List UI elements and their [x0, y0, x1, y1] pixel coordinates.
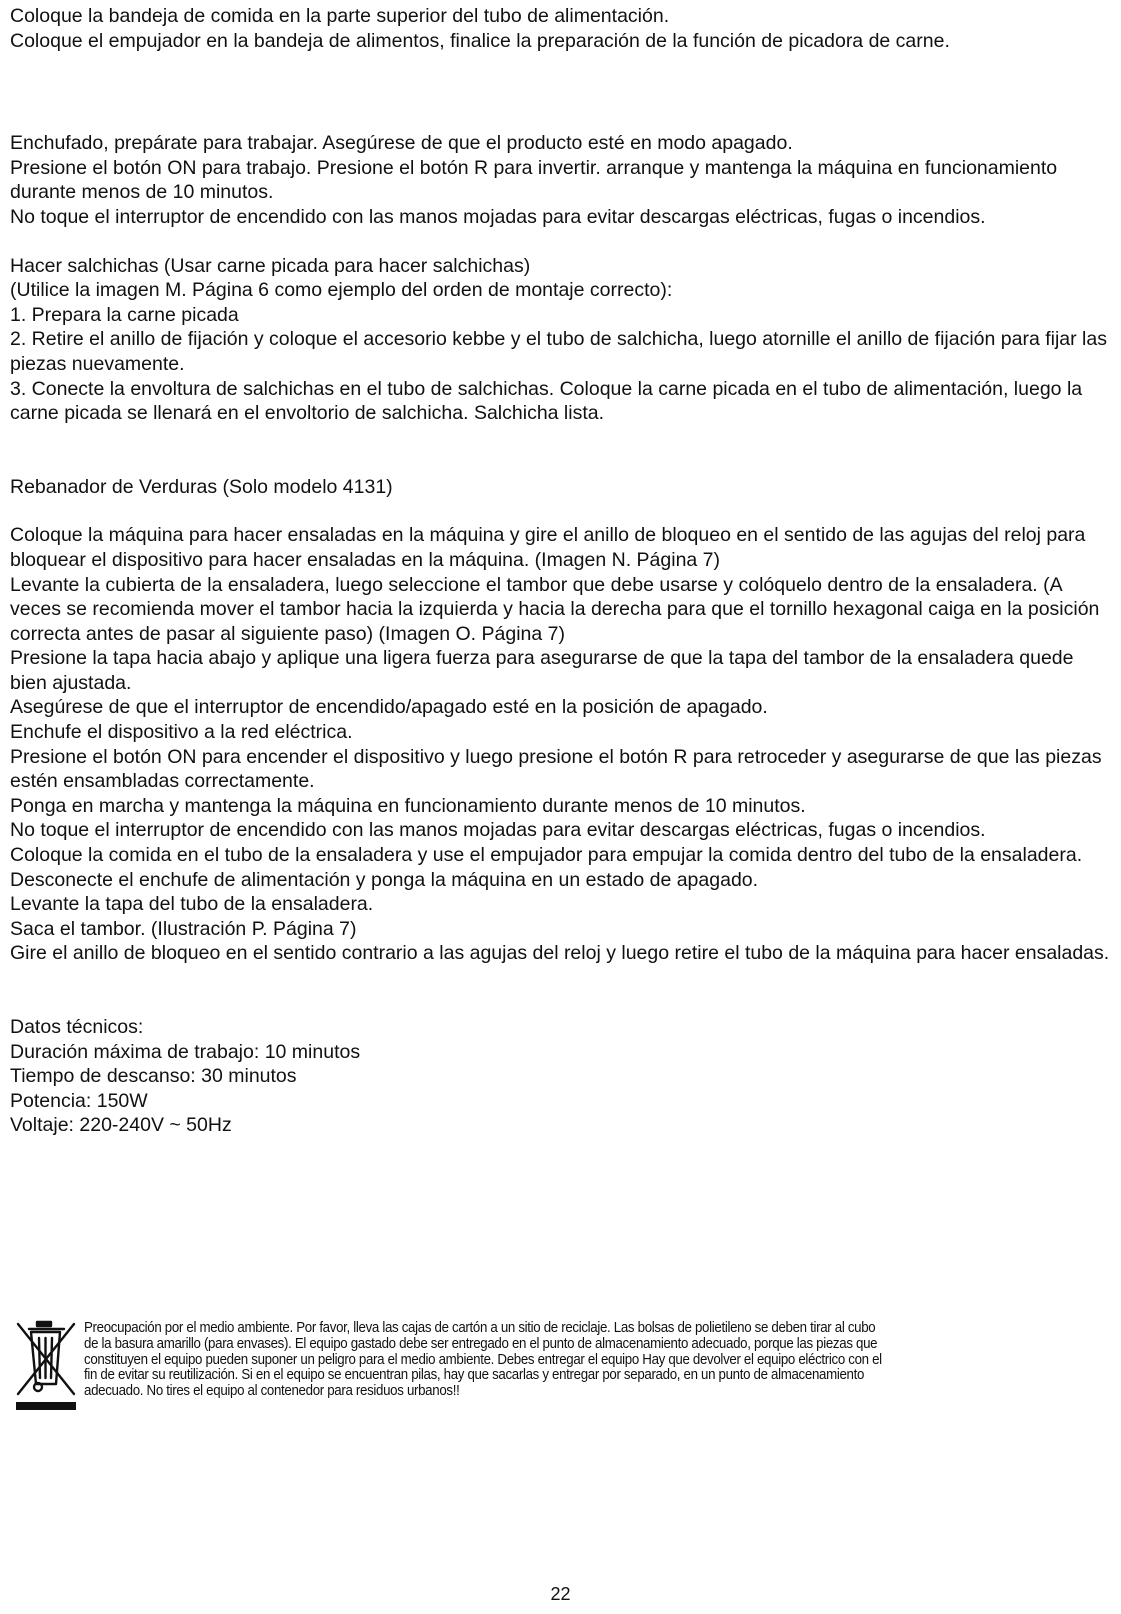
- slicer-paragraph: Saca el tambor. (Ilustración P. Página 7): [10, 917, 357, 940]
- slicer-paragraph: Presione la tapa hacia abajo y aplique una ligera fuerza para asegurarse de que la tapa del tambor de la ensaladera quede bien ajustada.: [10, 647, 1074, 694]
- manual-page: [10, 4, 1110, 1138]
- sausage-step: 2. Retire el anillo de fijación y coloque el accesorio kebbe y el tubo de salchicha, luego atornille el anillo de fijación para fijar las piezas nuevamente.: [10, 328, 1107, 375]
- slicer-paragraph: Levante la cubierta de la ensaladera, luego seleccione el tambor que debe usarse y colóquelo dentro de la ensaladera. (A veces se recomienda mover el tambor hacia la izquierda y hacia la derecha para que el tornillo hexagonal caiga en la posición correcta antes de pasar al siguiente paso) (Imagen O. Página 7): [10, 573, 1100, 645]
- slicer-paragraph: Coloque la comida en el tubo de la ensaladera y use el empujador para empujar la comida dentro del tubo de la ensaladera.: [10, 844, 1083, 867]
- recycling-notice: [12, 1318, 1112, 1418]
- slicer-paragraph: Desconecte el enchufe de alimentación y ponga la máquina en un estado de apagado.: [10, 868, 759, 891]
- tech-spec: Potencia: 150W: [10, 1089, 148, 1112]
- slicer-paragraph: Coloque la máquina para hacer ensaladas en la máquina y gire el anillo de bloqueo en el sentido de las agujas del reloj para bloquear el dispositivo para hacer ensaladas en la máquina. (Imagen N. Página 7): [10, 524, 1086, 571]
- tech-spec: Duración máxima de trabajo: 10 minutos: [10, 1040, 361, 1063]
- slicer-title: Rebanador de Verduras (Solo modelo 4131): [10, 475, 393, 498]
- recycling-line: Preocupación por el medio ambiente. Por favor, lleva las cajas de cartón a un sitio de reciclaje. Las bolsas de polietileno se deben tirar al cubo: [84, 1320, 876, 1336]
- slicer-paragraph: Presione el botón ON para encender el dispositivo y luego presione el botón R para retroceder y asegurarse de que las piezas estén ensambladas correctamente.: [10, 745, 1102, 793]
- recycling-line: adecuado. No tires el equipo al contenedor para residuos urbanos!!: [84, 1383, 460, 1400]
- recycling-line: de la basura amarillo (para envases). El equipo gastado debe ser entregado en el punto de almacenamiento adecuado, porque las piezas que: [84, 1335, 878, 1352]
- operation-paragraph: Presione el botón ON para trabajo. Presione el botón R para invertir. arranque y mantenga la máquina en funcionamiento durante menos de 10 minutos.: [10, 156, 1058, 204]
- crossed-out-wheelie-bin-icon: [12, 1318, 80, 1414]
- warning-paragraph: No toque el interruptor de encendido con las manos mojadas para evitar descargas eléctricas, fugas o incendios.: [10, 205, 986, 228]
- recycling-line: constituyen el equipo pueden suponer un peligro para el medio ambiente. Debes entregar el equipo Hay que devolver el equipo eléctrico con el: [84, 1351, 882, 1368]
- slicer-paragraph: No toque el interruptor de encendido con las manos mojadas para evitar descargas eléctricas, fugas o incendios.: [10, 819, 986, 842]
- instruction-line: Coloque el empujador en la bandeja de alimentos, finalice la preparación de la función de picadora de carne.: [10, 29, 950, 52]
- tech-title: Datos técnicos:: [10, 1016, 144, 1038]
- recycling-line: fin de evitar su reutilización. Si en el equipo se encuentran pilas, hay que sacarlas y entregar por separado, en un punto de almacenamiento: [84, 1367, 865, 1384]
- operation-line: Enchufado, prepárate para trabajar. Asegúrese de que el producto esté en modo apagado.: [10, 132, 793, 155]
- slicer-paragraph: Enchufe el dispositivo a la red eléctrica.: [10, 721, 353, 744]
- slicer-paragraph: Asegúrese de que el interruptor de encendido/apagado esté en la posición de apagado.: [10, 696, 768, 719]
- slicer-paragraph: Levante la tapa del tubo de la ensaladera.: [10, 893, 374, 916]
- slicer-paragraph: Ponga en marcha y mantenga la máquina en funcionamiento durante menos de 10 minutos.: [10, 794, 806, 817]
- page-number: 22: [550, 1584, 571, 1604]
- instruction-line: Coloque la bandeja de comida en la parte superior del tubo de alimentación.: [10, 5, 670, 27]
- recycling-text: [84, 1321, 1042, 1400]
- sausage-step: 1. Prepara la carne picada: [10, 303, 239, 326]
- tech-spec: Tiempo de descanso: 30 minutos: [10, 1065, 297, 1088]
- sausage-subtitle: (Utilice la imagen M. Página 6 como ejemplo del orden de montaje correcto):: [10, 279, 673, 302]
- tech-spec: Voltaje: 220-240V ~ 50Hz: [10, 1114, 232, 1137]
- sausage-step: 3. Conecte la envoltura de salchichas en el tubo de salchichas. Coloque la carne picada en el tubo de alimentación, luego la carne picada se llenará en el envoltorio de salchicha. Salchicha lista.: [10, 377, 1083, 425]
- sausage-title: Hacer salchichas (Usar carne picada para hacer salchichas): [10, 254, 531, 277]
- slicer-paragraph: Gire el anillo de bloqueo en el sentido contrario a las agujas del reloj y luego retire el tubo de la máquina para hacer ensaladas.: [10, 942, 1110, 965]
